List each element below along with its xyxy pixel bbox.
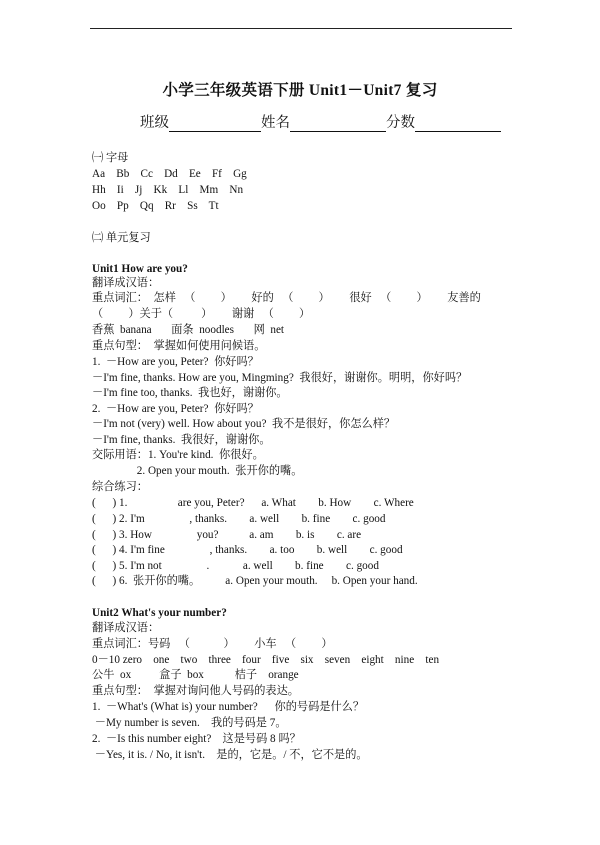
letters-row: Hh Ii Jj Kk Ll Mm Nn: [92, 184, 244, 196]
score-blank[interactable]: [415, 116, 501, 132]
text-line: 翻译成汉语：: [92, 277, 160, 289]
section-letters-heading: ㈠ 字母: [92, 152, 129, 164]
text-line: 重点词汇： 怎样 （ ） 好的 （ ） 很好 （ ） 友善的: [92, 292, 481, 304]
text-line: （ ）关于（ ） 谢谢 （ ）: [92, 308, 311, 320]
text-line: 重点词汇：号码 （ ） 小车 （ ）: [92, 638, 333, 650]
text-line: －I'm fine too, thanks. 我也好，谢谢你。: [92, 387, 288, 399]
text-line: －I'm not (very) well. How about you? 我不是很好，你怎么样？: [92, 418, 396, 430]
section-review-heading: ㈡ 单元复习: [92, 232, 151, 244]
letters-row: Oo Pp Qq Rr Ss Tt: [92, 200, 219, 212]
class-label: 班级: [140, 115, 169, 131]
unit1-heading: Unit1 How are you?: [92, 263, 188, 275]
text-line: 1. －What's (What is) your number? 你的号码是什么？: [92, 701, 365, 713]
exercise-item: ( ) 6. 张开你的嘴。 a. Open your mouth. b. Open your hand.: [92, 575, 418, 587]
class-blank[interactable]: [169, 116, 261, 132]
text-line: 1. －How are you, Peter? 你好吗？: [92, 356, 259, 368]
text-line: －I'm fine, thanks. 我很好，谢谢你。: [92, 434, 271, 446]
exercise-item: ( ) 5. I'm not . a. well b. fine c. good: [92, 560, 379, 572]
text-line: 香蕉 banana 面条 noodles 网 net: [92, 324, 285, 336]
exercise-item: ( ) 2. I'm , thanks. a. well b. fine c. good: [92, 513, 386, 525]
page-title: 小学三年级英语下册 Unit1－Unit7 复习: [162, 82, 438, 99]
unit2-heading: Unit2 What's your number?: [92, 607, 227, 619]
exercise-item: ( ) 4. I'm fine , thanks. a. too b. well c. good: [92, 544, 403, 556]
text-line: 2. Open your mouth. 张开你的嘴。: [92, 465, 303, 477]
text-line: 2. －How are you, Peter? 你好吗？: [92, 403, 259, 415]
text-line: －Yes, it is. / No, it isn't. 是的，它是。/ 不，它不是的。: [92, 749, 368, 761]
text-line: 重点句型： 掌握如何使用问候语。: [92, 340, 266, 352]
letters-row: Aa Bb Cc Dd Ee Ff Gg: [92, 168, 247, 180]
name-label: 姓名: [261, 115, 290, 131]
text-line: －My number is seven. 我的号码是 7。: [92, 717, 287, 729]
text-line: 重点句型： 掌握对询问他人号码的表达。: [92, 685, 299, 697]
text-line: －I'm fine, thanks. How are you, Mingming? 我很好，谢谢你。明明，你好吗？: [92, 372, 468, 384]
text-line: 0－10 zero one two three four five six seven eight nine ten: [92, 654, 440, 666]
text-line: 综合练习：: [92, 481, 148, 493]
student-info-line: [140, 111, 501, 132]
text-line: 公牛 ox 盒子 box 桔子 orange: [92, 669, 299, 681]
exercise-item: ( ) 3. How you? a. am b. is c. are: [92, 529, 362, 541]
score-label: 分数: [386, 115, 415, 131]
exercise-item: ( ) 1. are you, Peter? a. What b. How c. Where: [92, 497, 414, 509]
text-line: 翻译成汉语：: [92, 622, 160, 634]
top-rule: [90, 28, 512, 29]
text-line: 2. －Is this number eight? 这是号码 8 吗？: [92, 733, 301, 745]
name-blank[interactable]: [290, 116, 386, 132]
text-line: 交际用语：1. You're kind. 你很好。: [92, 449, 264, 461]
